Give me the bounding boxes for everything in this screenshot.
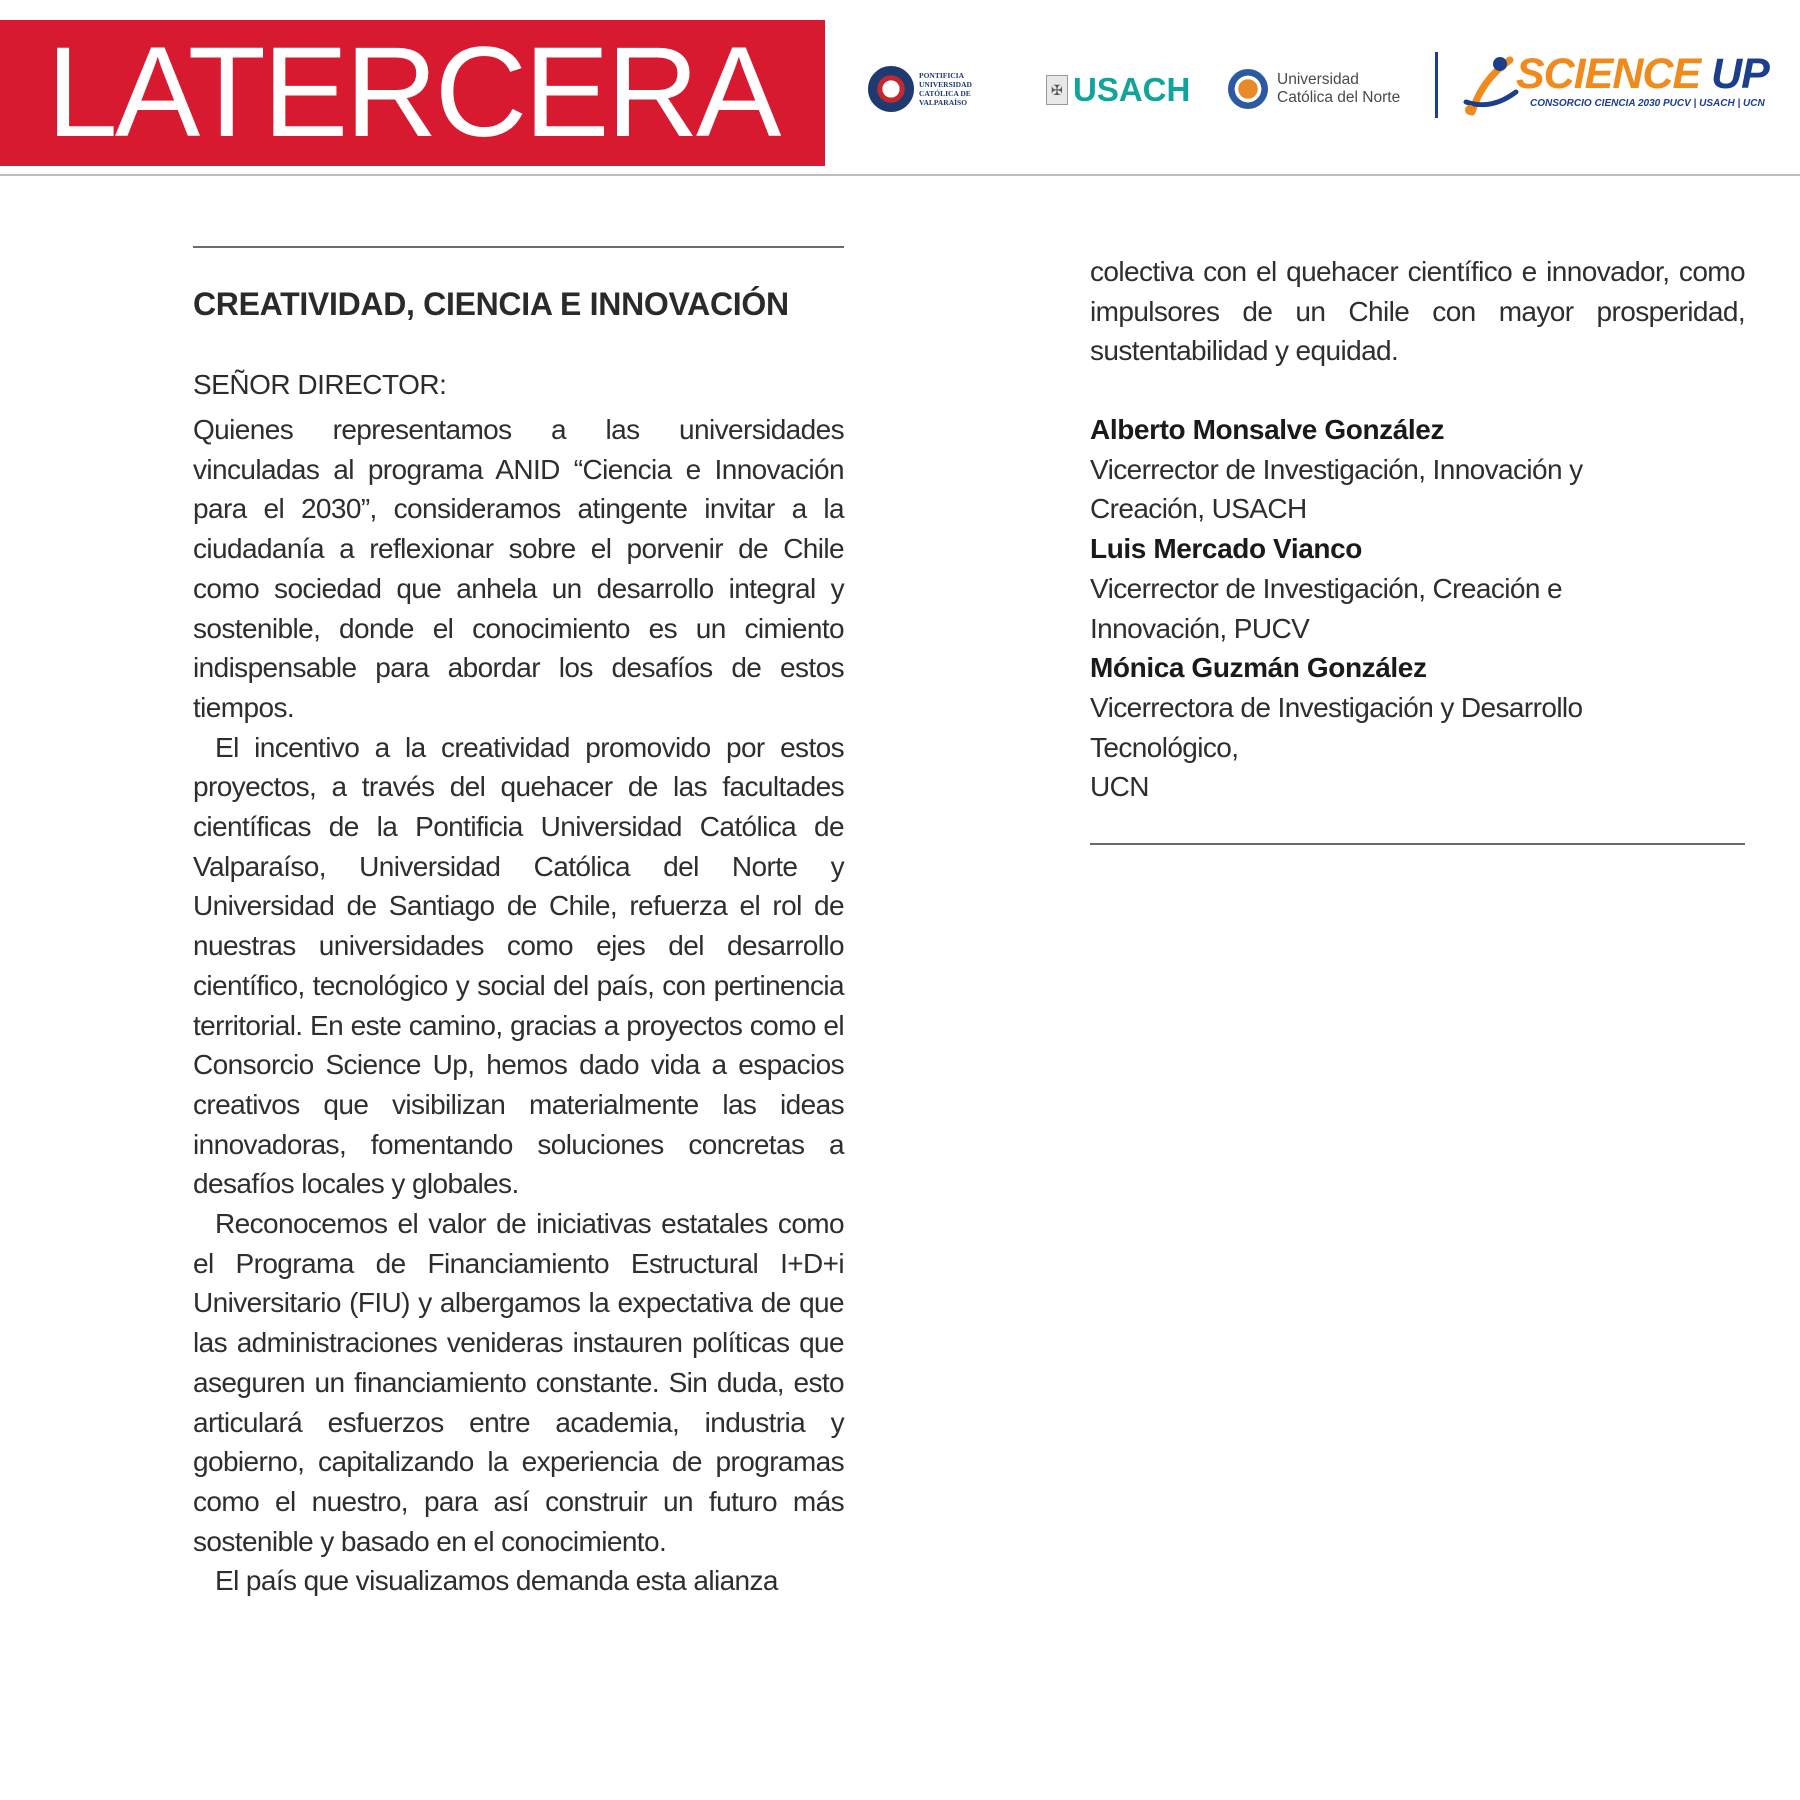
usach-emblem-icon: ✠ — [1046, 75, 1068, 105]
usach-logo-text: USACH — [1073, 71, 1191, 108]
ucn-seal-icon — [1228, 69, 1268, 109]
pucv-seal-icon — [868, 66, 914, 112]
signatory-role: Vicerrector de Investigación, Innovación y Creación, USACH — [1090, 453, 1583, 525]
column-top-rule — [193, 246, 844, 248]
article-headline: CREATIVIDAD, CIENCIA E INNOVACIÓN — [193, 286, 789, 322]
signatory-name: Mónica Guzmán González — [1090, 652, 1427, 684]
signatory — [1090, 410, 1745, 529]
header-divider — [0, 174, 1800, 176]
science-up-title: SCIENCE UP — [1516, 50, 1769, 98]
letter-continuation: colectiva con el quehacer científico e innovador, como impulsores de un Chile con mayor prosperidad, sustentabilidad y equidad. — [1090, 256, 1745, 367]
signatory-role: Vicerrector de Investigación, Creación e Innovación, PUCV — [1090, 572, 1562, 644]
letter-body — [193, 410, 844, 1601]
signatory-role: Vicerrectora de Investigación y Desarrollo Tecnológico, UCN — [1090, 691, 1583, 803]
paragraph: El incentivo a la creatividad promovido por estos proyectos, a través del quehacer de las facultades científicas de la Pontificia Universidad Católica de Valparaíso, Universidad Católica del Norte y Universidad de Santiago de Chile, refuerza el rol de nuestras universidades como ejes del desarrollo científico, tecnológico y social del país, con pertinencia territorial. En este camino, gracias a proyectos como el Consorcio Science Up, hemos dado vida a espacios creativos que visibilizan materialmente las ideas innovadoras, fomentando soluciones concretas a desafíos locales y globales. — [193, 731, 844, 1200]
usach-logo — [1046, 72, 1190, 108]
salutation: SEÑOR DIRECTOR: — [193, 369, 447, 400]
newspaper-logo: LATERCERA — [0, 20, 825, 166]
signatory-name: Alberto Monsalve González — [1090, 414, 1445, 445]
signatory — [1090, 529, 1745, 648]
paragraph: El país que visualizamos demanda esta alianza — [215, 1565, 778, 1597]
paragraph: Quienes representamos a las universidades vinculadas al programa ANID “Ciencia e Innovación para el 2030”, consideramos atingente invitar a la ciudadanía a reflexionar sobre el porvenir de Chile como sociedad que anhela un desarrollo integral y sostenible, donde el conocimiento es un cimiento indispensable para abordar los desafíos de estos tiempos. — [193, 414, 844, 723]
column-bottom-rule — [1090, 843, 1745, 845]
pucv-logo-text: PONTIFICIA UNIVERSIDAD CATÓLICA DE VALPARAÍSO — [919, 71, 972, 107]
pucv-logo — [868, 62, 973, 116]
science-up-logo — [1460, 50, 1769, 118]
ucn-logo — [1228, 66, 1400, 112]
logo-divider — [1435, 52, 1438, 118]
signatory — [1090, 648, 1745, 807]
ucn-logo-text: Universidad Católica del Norte — [1277, 71, 1401, 106]
paragraph: Reconocemos el valor de iniciativas estatales como el Programa de Financiamiento Estructural I+D+i Universitario (FIU) y albergamos la expectativa de que las administraciones venideras instauren políticas que aseguren un financiamiento constante. Sin duda, esto articulará esfuerzos entre academia, industria y gobierno, capitalizando la experiencia de programas como el nuestro, para así construir un futuro más sostenible y basado en el conocimiento. — [193, 1208, 844, 1557]
signatures-block — [1090, 410, 1745, 807]
science-up-subtitle: CONSORCIO CIENCIA 2030 PUCV | USACH | UCN — [1530, 98, 1765, 109]
signatory-name: Luis Mercado Vianco — [1090, 533, 1362, 565]
